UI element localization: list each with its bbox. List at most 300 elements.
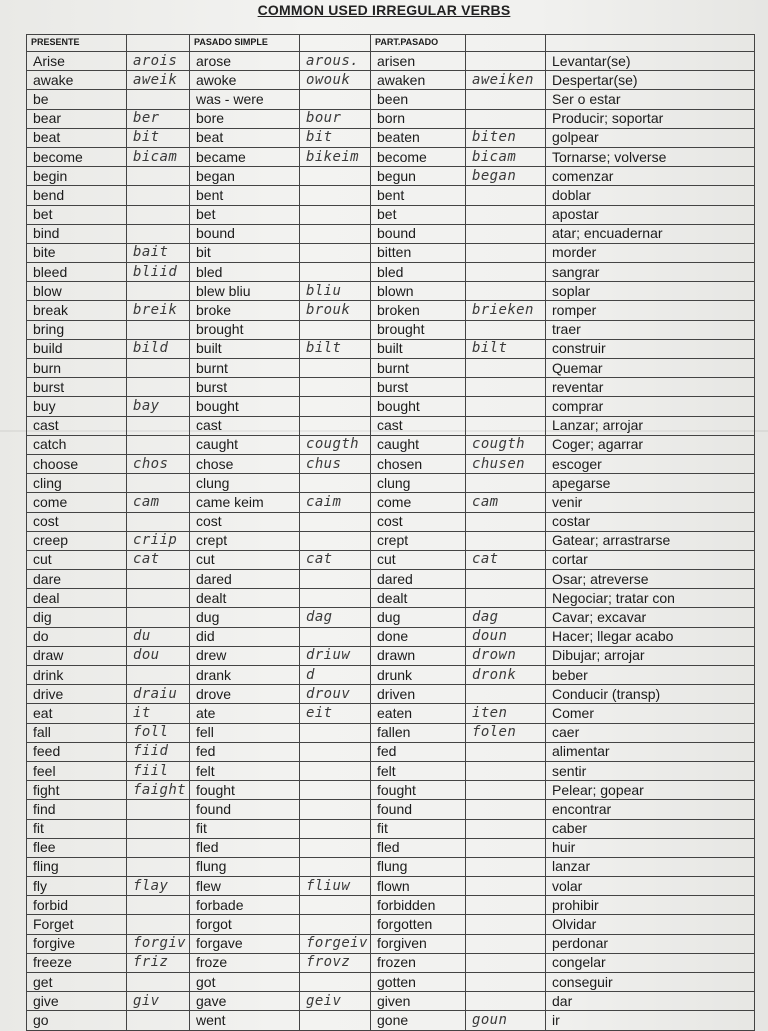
table-row (27, 570, 755, 589)
cell-pasado-pronunciation (300, 915, 371, 934)
cell-pasado-simple: burst (190, 378, 300, 397)
cell-pasado-simple: bound (190, 224, 300, 243)
cell-part-pasado: bound (371, 224, 466, 243)
cell-pasado-simple: cost (190, 512, 300, 531)
cell-presente: blow (27, 282, 127, 301)
cell-meaning: ir (546, 1011, 755, 1030)
table-row (27, 263, 755, 282)
cell-part-pasado-pronunciation (466, 800, 546, 819)
cell-pasado-pronunciation: drouv (300, 685, 371, 704)
cell-presente: cast (27, 416, 127, 435)
table-row (27, 761, 755, 780)
cell-meaning: romper (546, 301, 755, 320)
cell-pasado-pronunciation (300, 570, 371, 589)
cell-presente-pronunciation (127, 359, 190, 378)
table-row (27, 359, 755, 378)
table-row (27, 512, 755, 531)
table-row (27, 474, 755, 493)
cell-pasado-pronunciation (300, 243, 371, 262)
cell-presente-pronunciation: bit (127, 128, 190, 147)
cell-part-pasado: caught (371, 435, 466, 454)
table-row (27, 992, 755, 1011)
cell-presente: forgive (27, 934, 127, 953)
cell-part-pasado-pronunciation (466, 934, 546, 953)
cell-pasado-pronunciation (300, 589, 371, 608)
cell-part-pasado: begun (371, 167, 466, 186)
cell-presente-pronunciation: fiid (127, 742, 190, 761)
cell-part-pasado-pronunciation: dag (466, 608, 546, 627)
header-pronunciation-1 (127, 35, 190, 52)
cell-part-pasado-pronunciation: bicam (466, 147, 546, 166)
cell-pasado-pronunciation: bikeim (300, 147, 371, 166)
cell-pasado-simple: built (190, 339, 300, 358)
table-row (27, 953, 755, 972)
cell-presente-pronunciation (127, 838, 190, 857)
cell-part-pasado-pronunciation (466, 589, 546, 608)
cell-meaning: traer (546, 320, 755, 339)
cell-part-pasado: bent (371, 186, 466, 205)
cell-part-pasado: been (371, 90, 466, 109)
header-row (27, 35, 755, 52)
table-row (27, 454, 755, 473)
cell-pasado-pronunciation (300, 378, 371, 397)
cell-part-pasado-pronunciation (466, 781, 546, 800)
cell-part-pasado: fought (371, 781, 466, 800)
cell-presente-pronunciation (127, 320, 190, 339)
cell-presente: Arise (27, 52, 127, 71)
cell-presente-pronunciation (127, 282, 190, 301)
cell-presente: dare (27, 570, 127, 589)
table-row (27, 589, 755, 608)
cell-presente-pronunciation: bay (127, 397, 190, 416)
cell-part-pasado: flung (371, 857, 466, 876)
table-row (27, 781, 755, 800)
cell-pasado-pronunciation (300, 205, 371, 224)
cell-pasado-pronunciation (300, 857, 371, 876)
cell-part-pasado-pronunciation: cat (466, 550, 546, 569)
table-row (27, 109, 755, 128)
cell-meaning: prohibir (546, 896, 755, 915)
cell-meaning: soplar (546, 282, 755, 301)
cell-pasado-pronunciation (300, 761, 371, 780)
cell-part-pasado-pronunciation (466, 742, 546, 761)
table-row (27, 800, 755, 819)
table-row (27, 435, 755, 454)
cell-meaning: Pelear; gopear (546, 781, 755, 800)
cell-meaning: congelar (546, 953, 755, 972)
cell-part-pasado-pronunciation: dronk (466, 666, 546, 685)
cell-presente-pronunciation (127, 819, 190, 838)
cell-part-pasado-pronunciation (466, 761, 546, 780)
cell-presente-pronunciation (127, 589, 190, 608)
cell-meaning: golpear (546, 128, 755, 147)
cell-presente: bleed (27, 263, 127, 282)
cell-pasado-pronunciation (300, 819, 371, 838)
cell-presente-pronunciation (127, 416, 190, 435)
cell-presente-pronunciation: chos (127, 454, 190, 473)
cell-part-pasado-pronunciation (466, 857, 546, 876)
cell-presente-pronunciation (127, 435, 190, 454)
cell-presente: become (27, 147, 127, 166)
cell-presente-pronunciation: arois (127, 52, 190, 71)
cell-meaning: morder (546, 243, 755, 262)
cell-pasado-pronunciation (300, 838, 371, 857)
cell-pasado-simple: flew (190, 877, 300, 896)
cell-presente: Forget (27, 915, 127, 934)
cell-pasado-simple: awoke (190, 71, 300, 90)
cell-meaning: Dibujar; arrojar (546, 646, 755, 665)
cell-pasado-simple: drank (190, 666, 300, 685)
cell-presente: bet (27, 205, 127, 224)
cell-part-pasado-pronunciation (466, 531, 546, 550)
cell-part-pasado: given (371, 992, 466, 1011)
cell-pasado-pronunciation: forgeiv (300, 934, 371, 953)
cell-pasado-simple: caught (190, 435, 300, 454)
cell-pasado-simple: bet (190, 205, 300, 224)
cell-presente: dig (27, 608, 127, 627)
cell-presente: be (27, 90, 127, 109)
cell-presente-pronunciation (127, 608, 190, 627)
cell-part-pasado: clung (371, 474, 466, 493)
cell-part-pasado-pronunciation (466, 263, 546, 282)
cell-presente: deal (27, 589, 127, 608)
cell-part-pasado-pronunciation: bilt (466, 339, 546, 358)
cell-pasado-pronunciation (300, 781, 371, 800)
cell-part-pasado: burst (371, 378, 466, 397)
cell-presente: get (27, 973, 127, 992)
cell-pasado-simple: brought (190, 320, 300, 339)
cell-part-pasado: bet (371, 205, 466, 224)
cell-pasado-pronunciation (300, 973, 371, 992)
table-row (27, 896, 755, 915)
cell-meaning: perdonar (546, 934, 755, 953)
cell-part-pasado: cast (371, 416, 466, 435)
cell-presente-pronunciation: criip (127, 531, 190, 550)
header-meaning (546, 35, 755, 52)
cell-pasado-pronunciation: arous. (300, 52, 371, 71)
cell-part-pasado: fled (371, 838, 466, 857)
cell-part-pasado: bitten (371, 243, 466, 262)
cell-part-pasado: broken (371, 301, 466, 320)
cell-pasado-simple: fled (190, 838, 300, 857)
cell-presente: freeze (27, 953, 127, 972)
cell-pasado-pronunciation (300, 167, 371, 186)
table-row (27, 550, 755, 569)
cell-presente: bind (27, 224, 127, 243)
cell-pasado-pronunciation (300, 742, 371, 761)
cell-pasado-pronunciation: driuw (300, 646, 371, 665)
cell-part-pasado: forgotten (371, 915, 466, 934)
header-pronunciation-3 (466, 35, 546, 52)
cell-presente: go (27, 1011, 127, 1030)
cell-presente-pronunciation: faight (127, 781, 190, 800)
cell-meaning: Tornarse; volverse (546, 147, 755, 166)
cell-meaning: escoger (546, 454, 755, 473)
cell-part-pasado: dared (371, 570, 466, 589)
cell-pasado-pronunciation (300, 263, 371, 282)
cell-meaning: lanzar (546, 857, 755, 876)
cell-part-pasado-pronunciation (466, 186, 546, 205)
cell-presente: feed (27, 742, 127, 761)
cell-presente: drive (27, 685, 127, 704)
cell-presente-pronunciation: du (127, 627, 190, 646)
cell-part-pasado-pronunciation (466, 378, 546, 397)
cell-pasado-simple: fed (190, 742, 300, 761)
cell-pasado-simple: found (190, 800, 300, 819)
header-pronunciation-2 (300, 35, 371, 52)
cell-pasado-pronunciation: owouk (300, 71, 371, 90)
cell-part-pasado: driven (371, 685, 466, 704)
table-row (27, 282, 755, 301)
cell-pasado-simple: arose (190, 52, 300, 71)
cell-presente: awake (27, 71, 127, 90)
cell-presente: cost (27, 512, 127, 531)
header-presente: PRESENTE (27, 35, 127, 52)
cell-presente: fling (27, 857, 127, 876)
cell-pasado-simple: forgave (190, 934, 300, 953)
cell-part-pasado-pronunciation (466, 52, 546, 71)
cell-pasado-pronunciation: fliuw (300, 877, 371, 896)
cell-pasado-simple: bit (190, 243, 300, 262)
cell-meaning: Conducir (transp) (546, 685, 755, 704)
cell-presente-pronunciation: fiil (127, 761, 190, 780)
table-row (27, 646, 755, 665)
cell-pasado-simple: got (190, 973, 300, 992)
table-row (27, 934, 755, 953)
cell-part-pasado-pronunciation: began (466, 167, 546, 186)
cell-pasado-pronunciation (300, 474, 371, 493)
table-row (27, 378, 755, 397)
table-row (27, 742, 755, 761)
cell-pasado-pronunciation: dag (300, 608, 371, 627)
table-row (27, 339, 755, 358)
cell-part-pasado-pronunciation: cougth (466, 435, 546, 454)
cell-meaning: cortar (546, 550, 755, 569)
cell-part-pasado-pronunciation (466, 282, 546, 301)
cell-presente-pronunciation: bild (127, 339, 190, 358)
cell-pasado-simple: bore (190, 109, 300, 128)
table-row (27, 90, 755, 109)
cell-presente: feel (27, 761, 127, 780)
cell-part-pasado-pronunciation (466, 570, 546, 589)
cell-presente-pronunciation: it (127, 704, 190, 723)
cell-presente-pronunciation (127, 90, 190, 109)
cell-pasado-simple: bought (190, 397, 300, 416)
cell-presente: forbid (27, 896, 127, 915)
cell-pasado-simple: clung (190, 474, 300, 493)
cell-presente-pronunciation: aweik (127, 71, 190, 90)
cell-pasado-pronunciation (300, 90, 371, 109)
cell-part-pasado: cut (371, 550, 466, 569)
cell-part-pasado: bought (371, 397, 466, 416)
cell-part-pasado-pronunciation (466, 992, 546, 1011)
cell-part-pasado: gotten (371, 973, 466, 992)
cell-pasado-simple: forbade (190, 896, 300, 915)
cell-meaning: encontrar (546, 800, 755, 819)
cell-meaning: Quemar (546, 359, 755, 378)
table-row (27, 857, 755, 876)
cell-presente-pronunciation: giv (127, 992, 190, 1011)
cell-pasado-simple: fit (190, 819, 300, 838)
cell-meaning: comenzar (546, 167, 755, 186)
cell-part-pasado: crept (371, 531, 466, 550)
cell-pasado-simple: came keim (190, 493, 300, 512)
cell-pasado-simple: drew (190, 646, 300, 665)
cell-part-pasado-pronunciation: cam (466, 493, 546, 512)
cell-presente: burn (27, 359, 127, 378)
cell-presente: drink (27, 666, 127, 685)
cell-part-pasado-pronunciation: chusen (466, 454, 546, 473)
cell-part-pasado-pronunciation (466, 320, 546, 339)
cell-pasado-simple: bent (190, 186, 300, 205)
cell-presente: draw (27, 646, 127, 665)
cell-part-pasado: built (371, 339, 466, 358)
cell-meaning: atar; encuadernar (546, 224, 755, 243)
cell-pasado-pronunciation (300, 186, 371, 205)
table-row (27, 52, 755, 71)
cell-presente-pronunciation (127, 167, 190, 186)
cell-presente-pronunciation: cam (127, 493, 190, 512)
cell-presente: fly (27, 877, 127, 896)
table-row (27, 320, 755, 339)
cell-part-pasado-pronunciation (466, 685, 546, 704)
cell-meaning: dar (546, 992, 755, 1011)
verbs-table (26, 34, 755, 1031)
cell-presente-pronunciation (127, 800, 190, 819)
cell-pasado-simple: forgot (190, 915, 300, 934)
cell-pasado-simple: went (190, 1011, 300, 1030)
cell-pasado-simple: beat (190, 128, 300, 147)
cell-meaning: Negociar; tratar con (546, 589, 755, 608)
cell-meaning: caber (546, 819, 755, 838)
cell-pasado-pronunciation: bliu (300, 282, 371, 301)
cell-meaning: construir (546, 339, 755, 358)
cell-pasado-simple: cut (190, 550, 300, 569)
table-row (27, 416, 755, 435)
cell-pasado-simple: flung (190, 857, 300, 876)
table-row (27, 167, 755, 186)
cell-part-pasado: fallen (371, 723, 466, 742)
cell-pasado-pronunciation: cougth (300, 435, 371, 454)
cell-part-pasado: gone (371, 1011, 466, 1030)
cell-meaning: Levantar(se) (546, 52, 755, 71)
cell-presente-pronunciation: bait (127, 243, 190, 262)
cell-pasado-pronunciation: d (300, 666, 371, 685)
cell-pasado-pronunciation (300, 416, 371, 435)
cell-presente: bring (27, 320, 127, 339)
cell-presente-pronunciation: bicam (127, 147, 190, 166)
cell-pasado-simple: was - were (190, 90, 300, 109)
cell-part-pasado: frozen (371, 953, 466, 972)
cell-presente: catch (27, 435, 127, 454)
cell-meaning: Osar; atreverse (546, 570, 755, 589)
cell-presente-pronunciation: draiu (127, 685, 190, 704)
cell-part-pasado: chosen (371, 454, 466, 473)
table-row (27, 301, 755, 320)
cell-presente: bite (27, 243, 127, 262)
cell-presente-pronunciation (127, 512, 190, 531)
cell-pasado-simple: blew bliu (190, 282, 300, 301)
cell-part-pasado-pronunciation: iten (466, 704, 546, 723)
cell-part-pasado: bled (371, 263, 466, 282)
table-row (27, 186, 755, 205)
cell-part-pasado-pronunciation (466, 243, 546, 262)
cell-presente-pronunciation: bliid (127, 263, 190, 282)
table-row (27, 627, 755, 646)
cell-meaning: conseguir (546, 973, 755, 992)
cell-part-pasado-pronunciation (466, 838, 546, 857)
cell-part-pasado: blown (371, 282, 466, 301)
cell-meaning: apegarse (546, 474, 755, 493)
cell-meaning: volar (546, 877, 755, 896)
cell-part-pasado-pronunciation (466, 819, 546, 838)
cell-part-pasado: done (371, 627, 466, 646)
cell-pasado-pronunciation (300, 359, 371, 378)
cell-part-pasado-pronunciation (466, 953, 546, 972)
cell-part-pasado: flown (371, 877, 466, 896)
cell-part-pasado-pronunciation (466, 915, 546, 934)
cell-presente-pronunciation (127, 224, 190, 243)
cell-presente-pronunciation: ber (127, 109, 190, 128)
cell-presente: give (27, 992, 127, 1011)
cell-pasado-simple: dealt (190, 589, 300, 608)
cell-pasado-pronunciation: caim (300, 493, 371, 512)
cell-part-pasado: fed (371, 742, 466, 761)
cell-meaning: alimentar (546, 742, 755, 761)
cell-presente-pronunciation: cat (127, 550, 190, 569)
cell-part-pasado: fit (371, 819, 466, 838)
cell-pasado-pronunciation: brouk (300, 301, 371, 320)
cell-presente-pronunciation (127, 915, 190, 934)
cell-presente: buy (27, 397, 127, 416)
cell-presente: do (27, 627, 127, 646)
cell-presente-pronunciation (127, 378, 190, 397)
cell-pasado-pronunciation (300, 896, 371, 915)
cell-part-pasado: come (371, 493, 466, 512)
cell-part-pasado-pronunciation (466, 896, 546, 915)
cell-pasado-pronunciation: geiv (300, 992, 371, 1011)
cell-part-pasado-pronunciation: drown (466, 646, 546, 665)
cell-pasado-simple: bled (190, 263, 300, 282)
cell-meaning: Comer (546, 704, 755, 723)
cell-pasado-pronunciation (300, 397, 371, 416)
cell-meaning: doblar (546, 186, 755, 205)
table-row (27, 877, 755, 896)
cell-part-pasado: drunk (371, 666, 466, 685)
cell-meaning: huir (546, 838, 755, 857)
cell-meaning: Gatear; arrastrarse (546, 531, 755, 550)
cell-presente-pronunciation (127, 666, 190, 685)
table-row (27, 493, 755, 512)
cell-pasado-simple: did (190, 627, 300, 646)
cell-presente: build (27, 339, 127, 358)
cell-meaning: caer (546, 723, 755, 742)
table-row (27, 723, 755, 742)
cell-pasado-pronunciation (300, 224, 371, 243)
cell-meaning: venir (546, 493, 755, 512)
cell-presente: creep (27, 531, 127, 550)
cell-presente: fit (27, 819, 127, 838)
cell-pasado-simple: crept (190, 531, 300, 550)
cell-pasado-pronunciation: bit (300, 128, 371, 147)
cell-presente: fall (27, 723, 127, 742)
cell-meaning: sentir (546, 761, 755, 780)
cell-pasado-simple: ate (190, 704, 300, 723)
cell-presente: choose (27, 454, 127, 473)
cell-part-pasado-pronunciation: doun (466, 627, 546, 646)
cell-part-pasado: drawn (371, 646, 466, 665)
cell-presente: begin (27, 167, 127, 186)
